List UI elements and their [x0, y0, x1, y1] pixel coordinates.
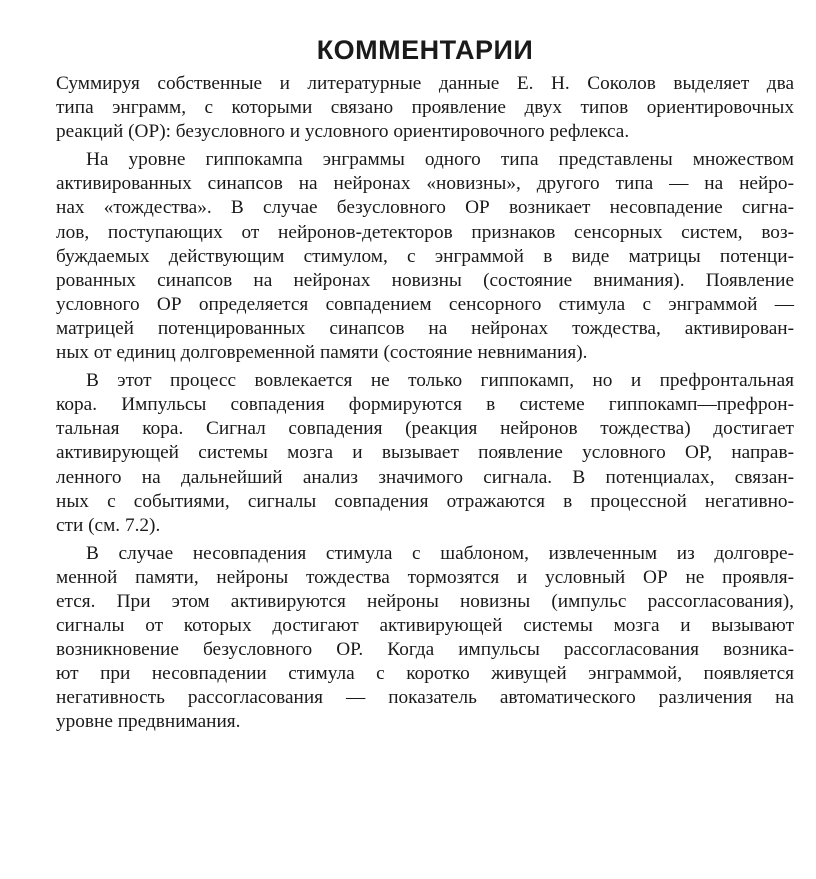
text-line: условного ОР определяется совпадением сенсорного стимула с энграммой — — [56, 293, 794, 315]
text-line: возникновение безусловного ОР. Когда импульсы рассогласования возника- — [56, 639, 794, 661]
text-line: кора. Импульсы совпадения формируются в системе гиппокамп—префрон- — [56, 394, 794, 416]
text-line: типа энграмм, с которыми связано проявление двух типов ориентировочных — [56, 97, 794, 119]
text-line: сти (см. 7.2). — [56, 514, 161, 536]
paragraph-4 — [56, 542, 794, 735]
text-line: В случае несовпадения стимула с шаблоном, извлеченным из долговре- — [86, 542, 794, 564]
text-line: ных с событиями, сигналы совпадения отражаются в процессной негативно- — [56, 490, 794, 512]
text-line: лов, поступающих от нейронов-детекторов признаков сенсорных систем, воз- — [56, 221, 794, 243]
text-line: ют при несовпадении стимула с коротко живущей энграммой, появляется — [56, 663, 794, 685]
text-line: сигналы от которых достигают активирующей системы мозга и вызывают — [56, 615, 794, 637]
text-line: негативность рассогласования — показатель автоматического различения на — [56, 687, 794, 709]
paragraph-1 — [56, 72, 794, 144]
text-line: тальная кора. Сигнал совпадения (реакция нейронов тождества) достигает — [56, 418, 794, 440]
page-title: КОММЕНТАРИИ — [316, 35, 534, 65]
text-line: нах «тождества». В случае безусловного ОР возникает несовпадение сигна- — [56, 197, 794, 219]
text-line: реакций (ОР): безусловного и условного ориентировочного рефлекса. — [56, 121, 630, 143]
text-line: менной памяти, нейроны тождества тормозятся и условный ОР не проявля- — [56, 566, 794, 588]
text-line: ленного на дальнейший анализ значимого сигнала. В потенциалах, связан- — [56, 466, 794, 488]
document-page — [56, 34, 794, 735]
text-line: уровне предвнимания. — [56, 711, 241, 733]
text-line: рованных синапсов на нейронах новизны (состояние внимания). Появление — [56, 269, 794, 291]
text-line: ется. При этом активируются нейроны новизны (импульс рассогласования), — [56, 590, 794, 612]
text-line: активированных синапсов на нейронах «новизны», другого типа — на нейро- — [56, 173, 794, 195]
text-line: На уровне гиппокампа энграммы одного типа представлены множеством — [86, 149, 794, 171]
text-line: Суммируя собственные и литературные данные Е. Н. Соколов выделяет два — [56, 73, 794, 94]
text-line: активирующей системы мозга и вызывает появление условного ОР, направ- — [56, 442, 794, 464]
text-line: В этот процесс вовлекается не только гиппокамп, но и префронтальная — [86, 370, 794, 392]
paragraph-2 — [56, 148, 794, 365]
text-line: ных от единиц долговременной памяти (состояние невнимания). — [56, 342, 588, 364]
text-line: матрицей потенцированных синапсов на нейронах тождества, активирован- — [56, 317, 794, 339]
text-line: буждаемых действующим стимулом, с энграммой в виде матрицы потенци- — [56, 245, 794, 267]
paragraph-3 — [56, 369, 794, 538]
